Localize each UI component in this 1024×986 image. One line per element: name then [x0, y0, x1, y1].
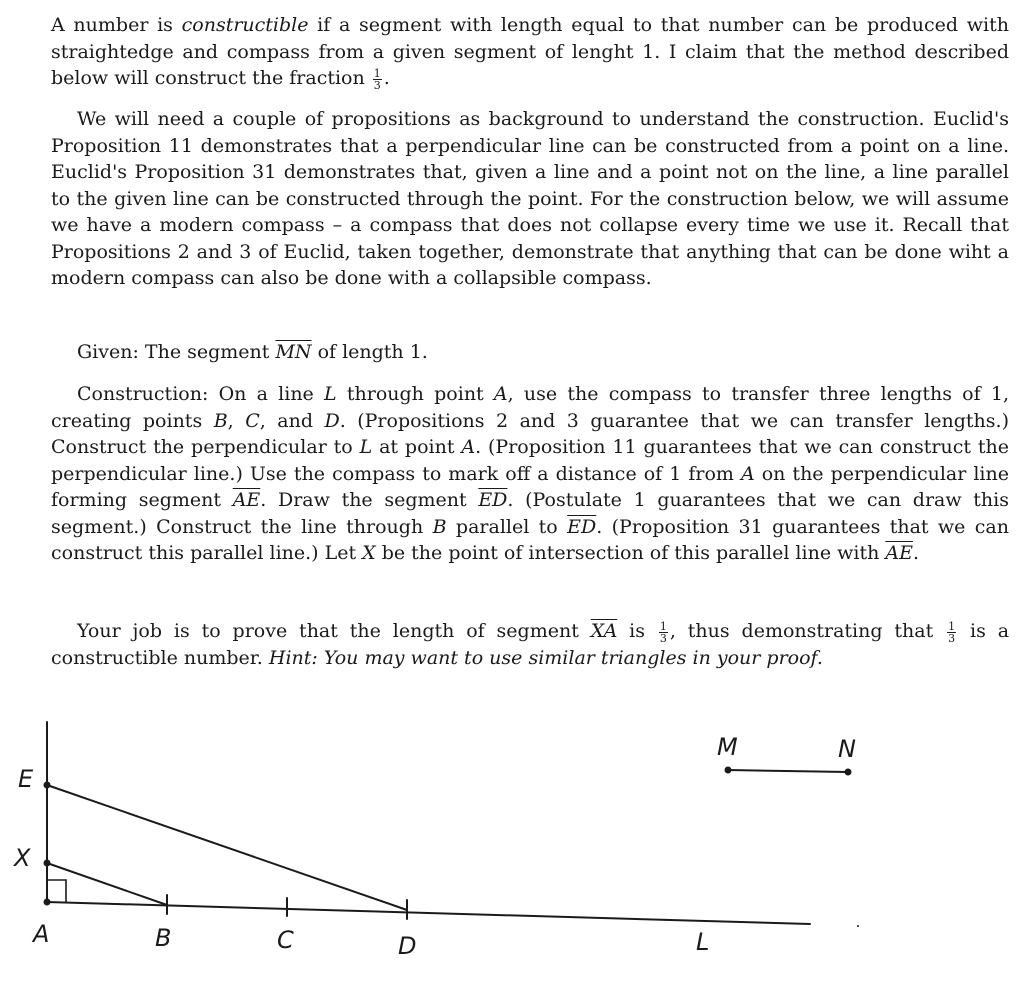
- stray-mark: [857, 925, 859, 927]
- fraction-one-third: $\frac{1}{3}$: [373, 66, 381, 92]
- label-N: N: [838, 735, 856, 763]
- segment-ED: [47, 785, 407, 910]
- line-L: [47, 902, 810, 924]
- point-X: [44, 860, 51, 867]
- right-angle-marker: [47, 880, 66, 902]
- label-M: M: [717, 733, 738, 761]
- label-X: X: [14, 844, 31, 872]
- point-M: [725, 767, 732, 774]
- label-E: E: [18, 765, 34, 793]
- intro-paragraph: A number is constructible if a segment with length equal to that number can be produced with straightedge and compass from a given segment of lenght 1. I claim that the method described below will construct the fraction $\frac{1}{3}$ .: [51, 14, 1009, 92]
- label-C: C: [277, 926, 294, 954]
- label-B: B: [155, 924, 172, 952]
- given-paragraph: Given: The segment $\overline{MN}$ of length 1.: [77, 341, 428, 363]
- point-N: [845, 769, 852, 776]
- background-paragraph: We will need a couple of propositions as background to understand the construction. Euclid's Proposition 11 demonstrates that a perpendicular line can be constructed from a point on a line. Euclid's Proposition 31 demonstrates that, given a line and a point not on the line, a line parallel to the given line can be constructed through the point. For the construction below, we will assume we have a modern compass – a compass that does not collapse every time we use it. Recall that Propositions 2 and 3 of Euclid, taken together, demonstrate that anything that can be done wiht a modern compass can also be done with a collapsible compass.: [51, 108, 1009, 289]
- label-D: D: [398, 932, 417, 960]
- label-L: L: [696, 928, 710, 956]
- task-paragraph: Your job is to prove that the length of segment $\overline{XA}$ is $\frac{1}{3}$ , thus demonstrating that $\frac{1}{3}$ is a constructible number. Hint: You may want to use similar triangles in your proof.: [51, 619, 1010, 669]
- construction-figure: [0, 700, 1024, 986]
- segment-XB: [47, 863, 167, 905]
- segment-MN: [728, 770, 848, 772]
- point-E: [44, 782, 51, 789]
- construction-paragraph: Construction: On a line L through point A, use the compass to transfer three lengths of 1, creating points B, C, and D. (Propositions 2 and 3 guarantee that we can transfer lengths.) Construct the perpendicular to L at point A. (Proposition 11 guarantees that we can construct the perpendicular line.) Use the compass to mark off a distance of 1 from A on the perpendicular line forming segment $\overline{AE}$. Draw the segment $\overline{ED}$. (Postulate 1 guarantees that we can draw this segment.) Construct the line through B parallel to $\overline{ED}$. (Proposition 31 guarantees that we can construct this parallel line.) Let X be the point of intersection of this parallel line with $\overline{AE}$.: [51, 383, 1010, 564]
- label-A: A: [33, 920, 50, 948]
- point-A: [44, 899, 51, 906]
